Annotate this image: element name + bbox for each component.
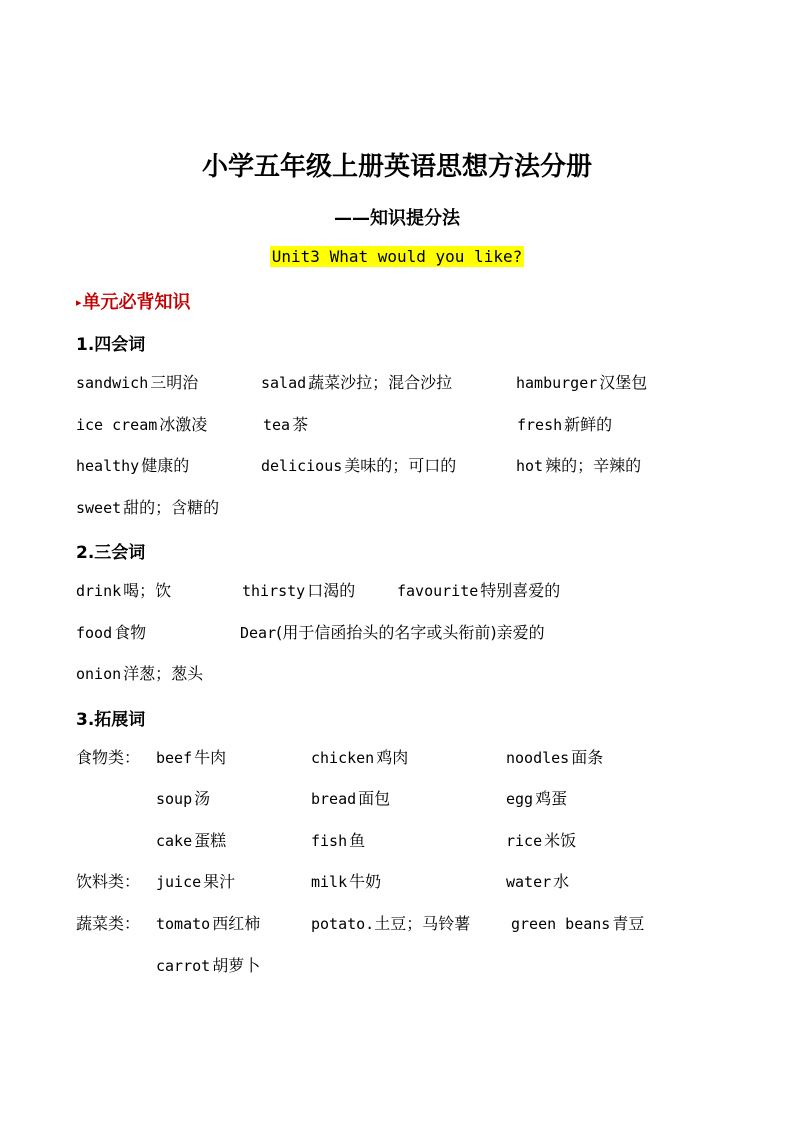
word-entry xyxy=(517,414,612,436)
word-zh: 牛奶 xyxy=(349,872,382,891)
section-four-skill-title: 1.四会词 xyxy=(76,335,146,355)
word-en: delicious xyxy=(261,457,343,475)
word-entry xyxy=(156,747,226,769)
word-entry xyxy=(506,830,576,852)
word-entry xyxy=(506,871,569,893)
word-en: sweet xyxy=(76,499,122,517)
category-label-food: 食物类： xyxy=(76,748,141,767)
word-en: egg xyxy=(506,790,534,808)
word-entry xyxy=(240,622,545,644)
word-en: potato. xyxy=(311,915,375,933)
word-entry xyxy=(76,497,219,519)
word-en: Dear xyxy=(240,624,277,642)
word-en: healthy xyxy=(76,457,140,475)
word-en: green beans xyxy=(511,915,611,933)
word-en: milk xyxy=(311,873,348,891)
word-entry xyxy=(397,580,560,602)
word-zh: 面条 xyxy=(571,748,604,767)
word-zh: 鱼 xyxy=(349,831,366,850)
word-en: onion xyxy=(76,665,122,683)
word-en: salad xyxy=(261,374,307,392)
document-subtitle: ——知识提分法 xyxy=(334,208,460,229)
word-entry xyxy=(156,830,226,852)
word-zh: 青豆 xyxy=(612,914,645,933)
word-zh: 蔬菜沙拉；混合沙拉 xyxy=(308,373,453,392)
unit-line xyxy=(0,246,794,267)
word-en: drink xyxy=(76,582,122,600)
word-en: juice xyxy=(156,873,202,891)
word-zh: 食物 xyxy=(114,623,147,642)
word-row xyxy=(0,622,794,646)
word-zh: 口渴的 xyxy=(307,581,356,600)
word-row xyxy=(0,830,794,854)
word-en: hot xyxy=(516,457,544,475)
word-entry xyxy=(156,871,235,893)
word-row xyxy=(0,372,794,396)
document-title: 小学五年级上册英语思想方法分册 xyxy=(201,152,592,182)
word-zh: 喝；饮 xyxy=(123,581,172,600)
word-entry xyxy=(76,663,203,685)
word-entry xyxy=(311,830,365,852)
word-entry xyxy=(516,455,641,477)
word-zh: 蛋糕 xyxy=(194,831,227,850)
word-en: cake xyxy=(156,832,193,850)
word-zh: 美味的；可口的 xyxy=(344,456,457,475)
word-zh: 西红柿 xyxy=(212,914,261,933)
word-en: beef xyxy=(156,749,193,767)
word-zh: 水 xyxy=(553,872,570,891)
word-row xyxy=(0,414,794,438)
word-en: tea xyxy=(263,416,291,434)
word-entry xyxy=(311,913,470,935)
word-zh: 鸡肉 xyxy=(376,748,409,767)
word-en: bread xyxy=(311,790,357,808)
section-three-skill-title: 2.三会词 xyxy=(76,543,146,563)
word-en: thirsty xyxy=(242,582,306,600)
word-en: fresh xyxy=(517,416,563,434)
word-row xyxy=(0,663,794,687)
word-en: carrot xyxy=(156,957,211,975)
word-row xyxy=(0,788,794,812)
word-en: tomato xyxy=(156,915,211,933)
word-entry xyxy=(263,414,308,436)
word-zh: 米饭 xyxy=(544,831,577,850)
word-row xyxy=(0,913,794,937)
word-entry xyxy=(261,455,456,477)
word-en: water xyxy=(506,873,552,891)
word-zh: 汉堡包 xyxy=(599,373,648,392)
word-row xyxy=(0,455,794,479)
word-entry xyxy=(506,788,567,810)
word-zh: 洋葱；葱头 xyxy=(123,664,204,683)
word-zh: 特别喜爱的 xyxy=(480,581,561,600)
word-en: rice xyxy=(506,832,543,850)
word-en: chicken xyxy=(311,749,375,767)
word-en: sandwich xyxy=(76,374,149,392)
word-entry xyxy=(511,913,644,935)
word-zh: 土豆；马铃薯 xyxy=(374,914,471,933)
word-entry xyxy=(76,414,207,436)
word-zh: 辣的；辛辣的 xyxy=(545,456,642,475)
word-entry xyxy=(76,622,146,644)
section-heading-text: 单元必背知识 xyxy=(82,292,191,313)
word-entry xyxy=(76,372,198,394)
section-extended-title: 3.拓展词 xyxy=(76,710,146,730)
word-en: noodles xyxy=(506,749,570,767)
word-zh: 冰激凌 xyxy=(159,415,208,434)
word-entry xyxy=(156,955,260,977)
word-row xyxy=(0,747,794,771)
section-heading xyxy=(76,288,191,314)
triangle-marker-icon: ▸ xyxy=(76,296,82,309)
word-entry xyxy=(76,455,189,477)
word-entry xyxy=(242,580,355,602)
word-entry xyxy=(311,788,390,810)
word-entry xyxy=(156,913,260,935)
word-en: hamburger xyxy=(516,374,598,392)
word-zh: 胡萝卜 xyxy=(212,956,261,975)
word-entry xyxy=(311,871,381,893)
word-en: soup xyxy=(156,790,193,808)
word-entry xyxy=(76,580,171,602)
word-en: ice cream xyxy=(76,416,158,434)
word-zh: 茶 xyxy=(292,415,309,434)
category-label-drinks: 饮料类： xyxy=(76,872,141,891)
word-zh: 三明治 xyxy=(150,373,199,392)
word-zh: 新鲜的 xyxy=(564,415,613,434)
word-entry xyxy=(506,747,603,769)
word-zh: 面包 xyxy=(358,789,391,808)
word-row xyxy=(0,497,794,521)
word-entry xyxy=(156,788,210,810)
word-entry xyxy=(516,372,647,394)
word-zh: 甜的；含糖的 xyxy=(123,498,220,517)
word-en: favourite xyxy=(397,582,479,600)
word-en: fish xyxy=(311,832,348,850)
word-entry xyxy=(261,372,452,394)
unit-title-highlight: Unit3 What would you like? xyxy=(271,247,523,266)
word-zh: 鸡蛋 xyxy=(535,789,568,808)
word-row xyxy=(0,955,794,979)
word-zh: 牛肉 xyxy=(194,748,227,767)
word-zh: 汤 xyxy=(194,789,211,808)
word-entry xyxy=(311,747,408,769)
category-label-vegetables: 蔬菜类： xyxy=(76,914,141,933)
word-row xyxy=(0,871,794,895)
word-zh: 果汁 xyxy=(203,872,236,891)
word-row xyxy=(0,580,794,604)
word-en: food xyxy=(76,624,113,642)
word-zh: (用于信函抬头的名字或头衔前)亲爱的 xyxy=(276,623,545,642)
word-zh: 健康的 xyxy=(141,456,190,475)
